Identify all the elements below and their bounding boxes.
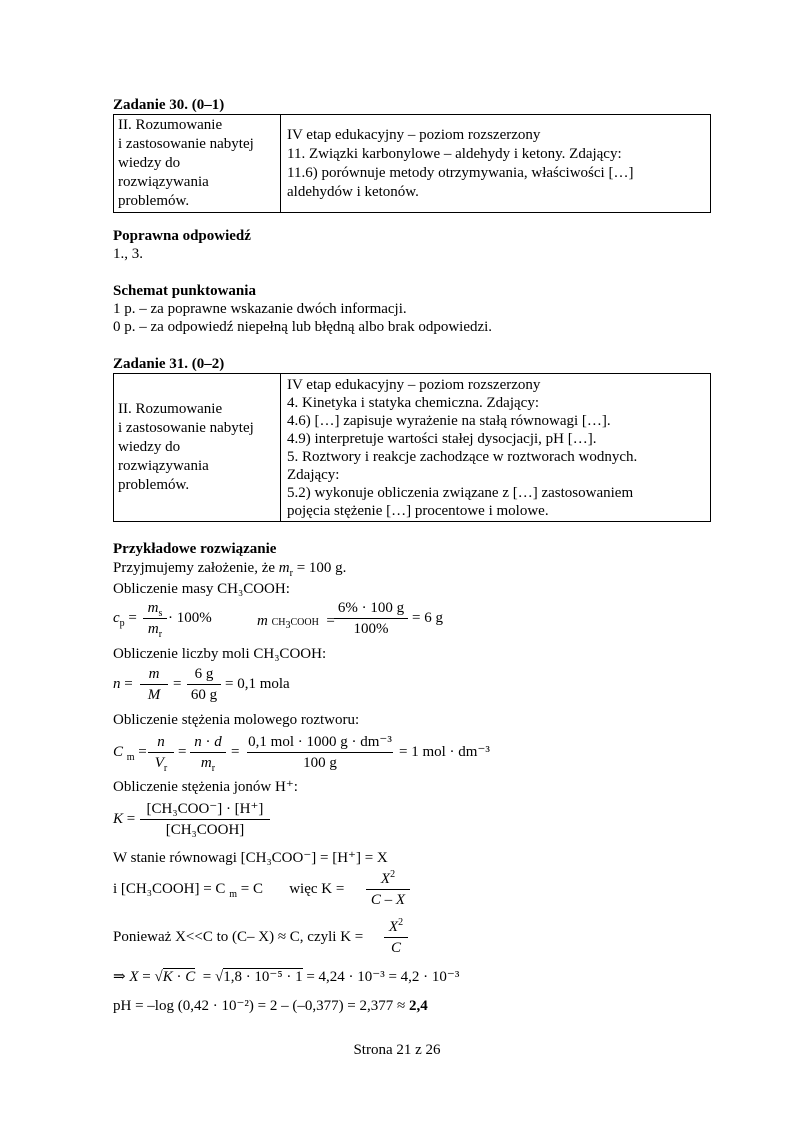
spec-line: 5.2) wykonuje obliczenia związane z […] zastosowaniem xyxy=(287,484,634,501)
req-line: i zastosowanie nabytej xyxy=(118,136,254,152)
req-line: i zastosowanie nabytej xyxy=(118,420,254,436)
c-num: 0,1 mol · 1000 g · dm⁻³ xyxy=(248,734,392,750)
c-result: = 1 mol · dm⁻³ xyxy=(399,744,490,760)
ions-calc-label: Obliczenie stężenia jonów H⁺: xyxy=(113,779,298,795)
ph-line xyxy=(113,997,428,1015)
moles-calc-label: Obliczenie liczby moli CH₃COOH: xyxy=(113,646,327,662)
sqrt-inner: 1,8 · 10⁻⁵ · 1 xyxy=(223,969,303,985)
cp-symbol: $c_p$ = xyxy=(113,610,137,629)
equals-sign: = xyxy=(173,676,182,692)
req-line: problemów. xyxy=(118,477,190,493)
molar-calc-label: Obliczenie stężenia molowego roztworu: xyxy=(113,712,360,728)
x-value: = 4,24 · 10⁻³ = 4,2 · 10⁻³ xyxy=(306,969,460,985)
k-simple-fraction: $X^2$ C xyxy=(384,917,408,958)
mass-fraction xyxy=(334,598,408,639)
task31-title: Zadanie 31. (0–2) xyxy=(113,356,225,372)
req-line: rozwiązywania xyxy=(118,458,209,474)
equals-sign: = xyxy=(231,744,240,760)
n-result: = 0,1 mola xyxy=(225,676,290,692)
spec-line: 11.6) porównuje metody otrzymywania, właściwości […] xyxy=(287,164,634,181)
scoring-line: 0 p. – za odpowiedź niepełną lub błędną albo brak odpowiedzi. xyxy=(113,319,493,335)
mass-result: = 6 g xyxy=(412,610,443,626)
equilibrium-line: W stanie równowagi [CH₃COO⁻] = [H⁺] = X xyxy=(113,850,388,866)
req-line: wiedzy do xyxy=(118,439,181,455)
req-line: II. Rozumowanie xyxy=(118,401,223,417)
and-text-2: = C xyxy=(240,881,263,897)
c-den: 100 g xyxy=(303,755,337,771)
spec-line: aldehydów i ketonów. xyxy=(287,183,419,200)
req-line: problemów. xyxy=(118,193,190,209)
equals-sign: = xyxy=(178,744,187,760)
mass-calc-label: Obliczenie masy CH₃COOH: xyxy=(113,581,290,597)
page-footer: Strona 21 z 26 xyxy=(353,1042,441,1058)
k-symbol: K = xyxy=(113,811,136,827)
n-fraction-1: m M xyxy=(140,664,168,705)
spec-line: pojęcia stężenie […] procentowe i molowe. xyxy=(287,502,549,519)
scoring-heading: Schemat punktowania xyxy=(113,283,256,299)
assumption-line: Przyjmujemy założenie, że $m_r = 100$ g. xyxy=(113,560,347,579)
c-fraction-2: n · d $m_r$ xyxy=(190,732,226,773)
cp-suffix: · 100% xyxy=(168,610,212,626)
spec-line: 11. Związki karbonylowe – aldehydy i ketony. Zdający: xyxy=(287,145,622,162)
task30-spec-cell xyxy=(281,115,711,213)
ph-result: 2,4 xyxy=(409,998,428,1014)
task31-spec-cell xyxy=(281,374,711,522)
spec-line: 4.9) interpretuje wartości stałej dysocjacji, pH […]. xyxy=(287,430,597,447)
k-den: [CH₃COOH] xyxy=(165,822,245,838)
mass-num: 6% · 100 g xyxy=(337,600,405,616)
k-approx-fraction: $X^2$ C – X xyxy=(366,869,410,910)
solution-heading: Przykładowe rozwiązanie xyxy=(113,541,277,557)
req-line: rozwiązywania xyxy=(118,174,209,190)
answer-heading: Poprawna odpowiedź xyxy=(113,228,251,244)
n-num: 6 g xyxy=(194,666,214,682)
task30-table xyxy=(113,114,711,213)
mass-symbol: m $CH_3COOH$ = xyxy=(257,613,335,631)
cm-symbol: C $_m$ = xyxy=(113,744,147,763)
spec-line: 4. Kinetyka i statyka chemiczna. Zdający: xyxy=(287,394,539,411)
req-line: wiedzy do xyxy=(118,155,181,171)
spec-line: 5. Roztwory i reakcje zachodzące w roztworach wodnych. xyxy=(287,448,638,465)
n-fraction-2 xyxy=(187,664,221,705)
task30-title: Zadanie 30. (0–1) xyxy=(113,97,225,113)
and-line: i [CH₃COOH] = C $_m$ = C więc K = xyxy=(113,881,345,900)
spec-line: 4.6) […] zapisuje wyrażenie na stałą równowagi […]. xyxy=(287,412,611,429)
spec-line: Zdający: xyxy=(287,466,340,483)
spec-line: IV etap edukacyjny – poziom rozszerzony xyxy=(287,376,541,393)
x-result-line: ⇒ X = √K · C = √1,8 · 10⁻⁵ · 1 = 4,24 · 10⁻³ = 4,2 · 10⁻³ xyxy=(113,969,460,985)
cp-fraction: $m_s$ $m_r$ xyxy=(143,598,167,639)
and-text: i [CH₃COOH] = C xyxy=(113,881,226,897)
c-fraction-1: n $V_r$ xyxy=(148,732,174,773)
task31-requirement-cell xyxy=(114,374,281,522)
n-den: 60 g xyxy=(190,687,218,703)
spec-line: IV etap edukacyjny – poziom rozszerzony xyxy=(287,126,541,143)
m-symbol: m xyxy=(278,560,290,576)
answer-value: 1., 3. xyxy=(113,246,143,262)
poniewaz-line: Ponieważ X<<C to (C– X) ≈ C, czyli K = xyxy=(113,929,364,945)
ph-text: pH = –log (0,42 · 10⁻²) = 2 – (–0,377) = 2,377 ≈ xyxy=(113,998,406,1014)
req-line: II. Rozumowanie xyxy=(118,117,223,133)
n-symbol: n = xyxy=(113,676,133,692)
task30-requirement-cell xyxy=(114,115,281,213)
assumption-text: Przyjmujemy założenie, że xyxy=(113,560,276,576)
task31-table xyxy=(113,373,711,522)
scoring-line: 1 p. – za poprawne wskazanie dwóch informacji. xyxy=(113,301,407,317)
wiec-text: więc K = xyxy=(289,881,345,897)
c-fraction-3 xyxy=(247,732,393,773)
mass-den: 100% xyxy=(353,621,389,637)
k-num: [CH₃COO⁻] · [H⁺] xyxy=(146,801,264,817)
k-fraction xyxy=(140,799,270,840)
assumption-value: = 100 g. xyxy=(296,560,347,576)
